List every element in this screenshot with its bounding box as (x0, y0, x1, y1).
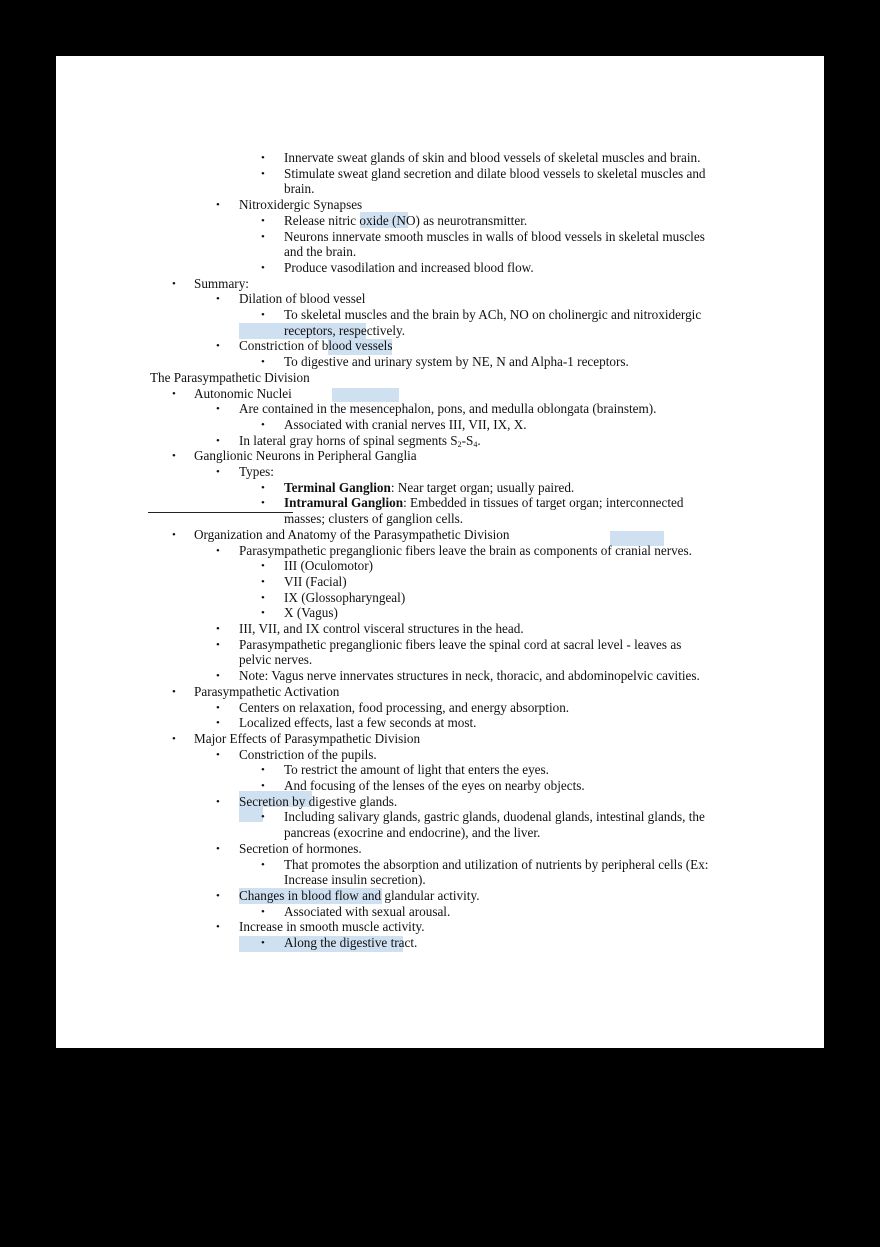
line-text: . (477, 433, 481, 448)
line-text: Nitroxidergic Synapses (239, 197, 363, 212)
line-text: Associated with cranial nerves III, VII, IX, X. (284, 417, 527, 432)
line-text: Secretion of hormones. (239, 841, 362, 856)
bullet-marker: • (261, 592, 265, 604)
bullet-marker: • (261, 811, 265, 823)
list-item-text (239, 291, 365, 307)
list-item-text (284, 213, 527, 229)
bullet-marker: • (261, 215, 265, 227)
list-item-text (194, 448, 417, 464)
bullet-marker: • (216, 545, 220, 557)
bullet-marker: • (261, 231, 265, 243)
bullet-marker: • (261, 859, 265, 871)
list-item-text (239, 621, 524, 637)
bullet-marker: • (261, 906, 265, 918)
line-text: Neurons innervate smooth muscles in walls of blood vessels in skeletal muscles (284, 229, 705, 244)
subscript: 2 (457, 440, 462, 449)
line-text: Types: (239, 464, 274, 479)
list-item-text (284, 307, 701, 323)
list-item-text (284, 872, 426, 888)
list-item-text (194, 684, 339, 700)
list-item-text (239, 464, 274, 480)
line-text: To digestive and urinary system by NE, N and Alpha-1 receptors. (284, 354, 629, 369)
list-item-text (284, 150, 700, 166)
bullet-marker: • (216, 403, 220, 415)
line-text: pelvic nerves. (239, 652, 313, 667)
line-text: Autonomic Nuclei (194, 386, 292, 401)
section-heading (150, 370, 310, 386)
list-item-text (284, 495, 683, 511)
list-item-text (284, 354, 629, 370)
list-item-text (284, 480, 574, 496)
list-item-text (284, 762, 549, 778)
bullet-marker: • (216, 623, 220, 635)
subscript: 4 (473, 440, 478, 449)
line-text: Constriction of blood vessels (239, 338, 393, 353)
bullet-marker: • (216, 796, 220, 808)
line-text: Associated with sexual arousal. (284, 904, 451, 919)
list-item-text (284, 260, 534, 276)
bullet-marker: • (172, 529, 176, 541)
list-item-text (239, 794, 397, 810)
list-item-text (284, 229, 705, 245)
list-item-text (284, 574, 347, 590)
line-text: Release nitric oxide (NO) as neurotransmitter. (284, 213, 528, 228)
bullet-marker: • (216, 749, 220, 761)
list-item-text (284, 558, 373, 574)
bullet-marker: • (216, 435, 220, 447)
line-text: receptors, respectively. (284, 323, 406, 338)
list-item-text (284, 605, 338, 621)
list-item-text (284, 244, 356, 260)
line-text: To restrict the amount of light that enters the eyes. (284, 762, 549, 777)
list-item-text (284, 935, 417, 951)
line-text: Major Effects of Parasympathetic Division (194, 731, 421, 746)
line-text: IX (Glossopharyngeal) (284, 590, 406, 605)
line-text: Organization and Anatomy of the Parasympathetic Division (194, 527, 510, 542)
line-text: Changes in blood flow and glandular activity. (239, 888, 480, 903)
list-item-text (239, 747, 377, 763)
list-item-text (239, 197, 362, 213)
line-text: Parasympathetic preganglionic fibers leave the brain as components of cranial nerves. (239, 543, 692, 558)
line-text: And focusing of the lenses of the eyes on nearby objects. (284, 778, 585, 793)
list-item-text (284, 323, 405, 339)
bullet-marker: • (172, 388, 176, 400)
list-item-text (239, 715, 476, 731)
bold-term: Terminal Ganglion (284, 480, 391, 495)
line-text: brain. (284, 181, 315, 196)
line-text: The Parasympathetic Division (150, 370, 310, 385)
bullet-marker: • (261, 497, 265, 509)
line-text: That promotes the absorption and utilization of nutrients by peripheral cells (Ex: (284, 857, 709, 872)
list-item-text (284, 809, 705, 825)
line-text: masses; clusters of ganglion cells. (284, 511, 464, 526)
list-item-text (194, 731, 420, 747)
list-item-text (239, 338, 392, 354)
bullet-marker: • (216, 340, 220, 352)
list-item-text (239, 652, 312, 668)
bullet-marker: • (261, 482, 265, 494)
line-text: Constriction of the pupils. (239, 747, 377, 762)
bullet-marker: • (216, 890, 220, 902)
line-text: Centers on relaxation, food processing, and energy absorption. (239, 700, 570, 715)
line-text: pancreas (exocrine and endocrine), and the liver. (284, 825, 541, 840)
list-item-text (194, 276, 249, 292)
line-text: and the brain. (284, 244, 357, 259)
list-item-text (239, 401, 656, 417)
bullet-marker: • (261, 607, 265, 619)
bullet-marker: • (261, 764, 265, 776)
list-item-text (239, 888, 480, 904)
line-text: Along the digestive tract. (284, 935, 418, 950)
line-text: Increase in smooth muscle activity. (239, 919, 425, 934)
line-text: Parasympathetic Activation (194, 684, 340, 699)
bullet-marker: • (216, 670, 220, 682)
list-item-text (284, 511, 463, 527)
bullet-marker: • (261, 419, 265, 431)
list-item-text (194, 527, 509, 543)
line-text: In lateral gray horns of spinal segments S (239, 433, 458, 448)
list-item-text (284, 181, 314, 197)
bullet-marker: • (216, 466, 220, 478)
bullet-marker: • (261, 168, 265, 180)
bullet-marker: • (172, 686, 176, 698)
bullet-marker: • (216, 717, 220, 729)
list-item-text (284, 778, 585, 794)
text-selection-highlight (332, 388, 399, 402)
bullet-marker: • (261, 356, 265, 368)
bullet-marker: • (216, 921, 220, 933)
bullet-marker: • (216, 639, 220, 651)
bullet-marker: • (216, 702, 220, 714)
line-text: Increase insulin secretion). (284, 872, 426, 887)
line-text: Including salivary glands, gastric glands, duodenal glands, intestinal glands, the (284, 809, 705, 824)
bullet-marker: • (216, 293, 220, 305)
line-text: Parasympathetic preganglionic fibers leave the spinal cord at sacral level - leaves as (239, 637, 682, 652)
list-item-text (284, 590, 405, 606)
line-text: Ganglionic Neurons in Peripheral Ganglia (194, 448, 417, 463)
list-item-text (239, 543, 692, 559)
list-item-text (284, 417, 527, 433)
bullet-marker: • (261, 576, 265, 588)
line-text: Innervate sweat glands of skin and blood vessels of skeletal muscles and brain. (284, 150, 701, 165)
list-item-text (284, 857, 708, 873)
horizontal-rule (148, 512, 293, 513)
line-text: III, VII, and IX control visceral structures in the head. (239, 621, 524, 636)
bullet-marker: • (172, 733, 176, 745)
line-text: To skeletal muscles and the brain by ACh, NO on cholinergic and nitroxidergic (284, 307, 702, 322)
list-item-text (239, 841, 362, 857)
line-text: III (Oculomotor) (284, 558, 373, 573)
line-text: : Near target organ; usually paired. (390, 480, 575, 495)
bullet-marker: • (261, 937, 265, 949)
list-item-text (239, 637, 681, 653)
bullet-marker: • (172, 278, 176, 290)
bullet-marker: • (216, 843, 220, 855)
line-text: Produce vasodilation and increased blood flow. (284, 260, 534, 275)
bullet-marker: • (261, 152, 265, 164)
line-text: : Embedded in tissues of target organ; interconnected (403, 495, 684, 510)
list-item-text (239, 433, 481, 449)
bullet-marker: • (261, 560, 265, 572)
list-item-text (284, 166, 706, 182)
bullet-marker: • (261, 309, 265, 321)
bold-term: Intramural Ganglion (284, 495, 404, 510)
line-text: Localized effects, last a few seconds at most. (239, 715, 477, 730)
list-item-text (239, 668, 700, 684)
line-text: Are contained in the mesencephalon, pons, and medulla oblongata (brainstem). (239, 401, 657, 416)
line-text: -S (461, 433, 474, 448)
bullet-marker: • (261, 262, 265, 274)
document-page (56, 56, 824, 1048)
list-item-text (239, 700, 569, 716)
line-text: Summary: (194, 276, 249, 291)
bullet-marker: • (216, 199, 220, 211)
line-text: X (Vagus) (284, 605, 338, 620)
list-item-text (284, 904, 450, 920)
line-text: Dilation of blood vessel (239, 291, 366, 306)
list-item-text (194, 386, 292, 402)
line-text: VII (Facial) (284, 574, 347, 589)
list-item-text (239, 919, 425, 935)
bullet-marker: • (261, 780, 265, 792)
line-text: Note: Vagus nerve innervates structures in neck, thoracic, and abdominopelvic cavities. (239, 668, 700, 683)
list-item-text (284, 825, 540, 841)
line-text: Secretion by digestive glands. (239, 794, 398, 809)
line-text: Stimulate sweat gland secretion and dilate blood vessels to skeletal muscles and (284, 166, 706, 181)
bullet-marker: • (172, 450, 176, 462)
